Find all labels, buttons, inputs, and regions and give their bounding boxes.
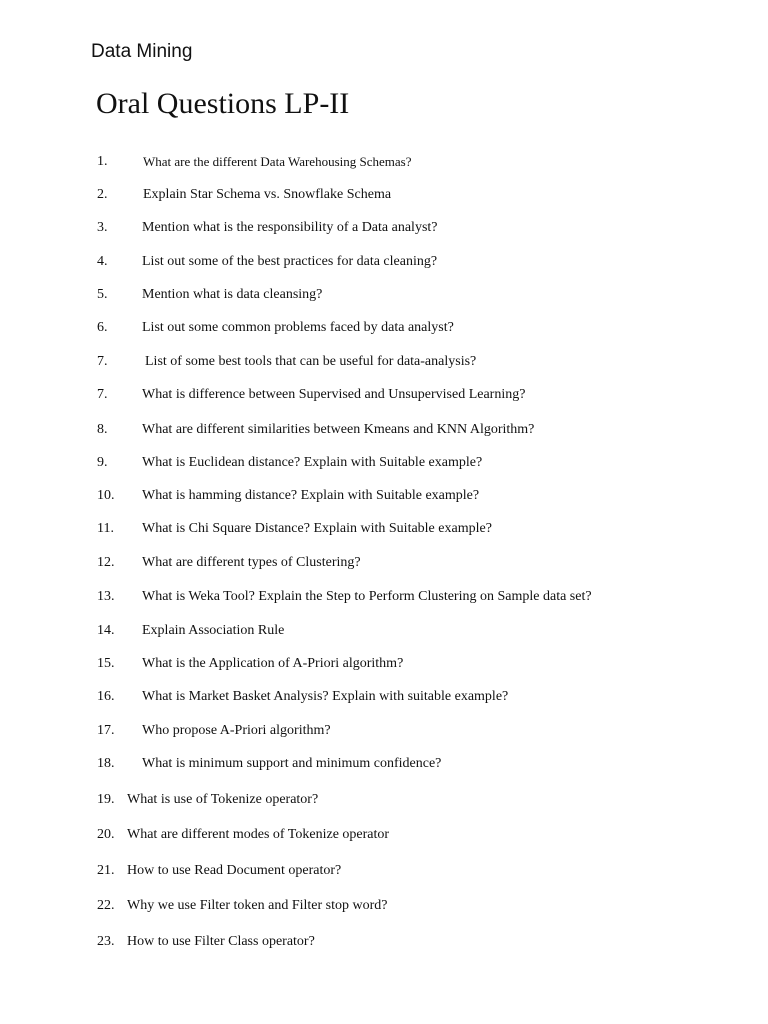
question-text: What is Market Basket Analysis? Explain with suitable example? bbox=[142, 689, 509, 704]
page-title: Oral Questions LP-II bbox=[96, 87, 350, 120]
question-number: 2. bbox=[97, 187, 108, 202]
question-item bbox=[0, 789, 768, 811]
question-item bbox=[0, 895, 768, 917]
question-item bbox=[0, 586, 768, 608]
question-text: How to use Read Document operator? bbox=[127, 863, 342, 878]
question-item bbox=[0, 251, 768, 273]
question-text: What is Euclidean distance? Explain with Suitable example? bbox=[142, 455, 483, 470]
question-item bbox=[0, 753, 768, 775]
question-item bbox=[0, 184, 768, 206]
question-number: 12. bbox=[97, 555, 115, 570]
question-number: 7. bbox=[97, 354, 108, 369]
question-item bbox=[0, 217, 768, 239]
question-text: What is hamming distance? Explain with Suitable example? bbox=[142, 488, 480, 503]
question-text: What is use of Tokenize operator? bbox=[127, 792, 319, 807]
question-text: Why we use Filter token and Filter stop word? bbox=[127, 898, 388, 913]
question-item bbox=[0, 151, 768, 173]
question-number: 15. bbox=[97, 656, 115, 671]
question-text: Explain Association Rule bbox=[142, 623, 285, 638]
question-number: 1. bbox=[97, 154, 108, 169]
question-text: How to use Filter Class operator? bbox=[127, 934, 315, 949]
question-text: What is Weka Tool? Explain the Step to Perform Clustering on Sample data set? bbox=[142, 589, 592, 604]
question-number: 7. bbox=[97, 387, 108, 402]
question-text: What is difference between Supervised and Unsupervised Learning? bbox=[142, 387, 526, 402]
question-number: 6. bbox=[97, 320, 108, 335]
question-number: 3. bbox=[97, 220, 108, 235]
question-number: 17. bbox=[97, 723, 115, 738]
question-text: What is minimum support and minimum confidence? bbox=[142, 756, 442, 771]
question-item bbox=[0, 720, 768, 742]
question-item bbox=[0, 452, 768, 474]
question-text: List of some best tools that can be useful for data-analysis? bbox=[145, 354, 477, 369]
question-text: What are different modes of Tokenize operator bbox=[127, 827, 390, 842]
question-text: What are different similarities between Kmeans and KNN Algorithm? bbox=[142, 422, 535, 437]
question-text: Mention what is the responsibility of a Data analyst? bbox=[142, 220, 438, 235]
question-item bbox=[0, 620, 768, 642]
question-number: 16. bbox=[97, 689, 115, 704]
question-item bbox=[0, 419, 768, 441]
question-number: 18. bbox=[97, 756, 115, 771]
document-header-subject: Data Mining bbox=[91, 41, 193, 62]
question-item bbox=[0, 653, 768, 675]
question-number: 13. bbox=[97, 589, 115, 604]
question-item bbox=[0, 860, 768, 882]
question-item bbox=[0, 351, 768, 373]
question-item bbox=[0, 824, 768, 846]
question-item bbox=[0, 317, 768, 339]
question-item bbox=[0, 518, 768, 540]
question-text: List out some common problems faced by data analyst? bbox=[142, 320, 454, 335]
question-text: List out some of the best practices for data cleaning? bbox=[142, 254, 438, 269]
question-text: What is Chi Square Distance? Explain with Suitable example? bbox=[142, 521, 492, 536]
question-number: 21. bbox=[97, 863, 115, 878]
question-number: 8. bbox=[97, 422, 108, 437]
question-number: 11. bbox=[97, 521, 114, 536]
question-number: 9. bbox=[97, 455, 108, 470]
question-number: 5. bbox=[97, 287, 108, 302]
question-item bbox=[0, 931, 768, 953]
question-text: What is the Application of A-Priori algorithm? bbox=[142, 656, 404, 671]
question-number: 20. bbox=[97, 827, 115, 842]
question-text: What are the different Data Warehousing Schemas? bbox=[143, 154, 412, 169]
question-number: 14. bbox=[97, 623, 115, 638]
question-text: Mention what is data cleansing? bbox=[142, 287, 323, 302]
question-item bbox=[0, 485, 768, 507]
question-number: 19. bbox=[97, 792, 115, 807]
question-item bbox=[0, 552, 768, 574]
question-number: 4. bbox=[97, 254, 108, 269]
question-number: 22. bbox=[97, 898, 115, 913]
question-text: Who propose A-Priori algorithm? bbox=[142, 723, 331, 738]
question-text: What are different types of Clustering? bbox=[142, 555, 361, 570]
question-item bbox=[0, 284, 768, 306]
question-text: Explain Star Schema vs. Snowflake Schema bbox=[143, 187, 392, 202]
question-item bbox=[0, 384, 768, 406]
question-item bbox=[0, 686, 768, 708]
question-number: 10. bbox=[97, 488, 115, 503]
question-number: 23. bbox=[97, 934, 115, 949]
